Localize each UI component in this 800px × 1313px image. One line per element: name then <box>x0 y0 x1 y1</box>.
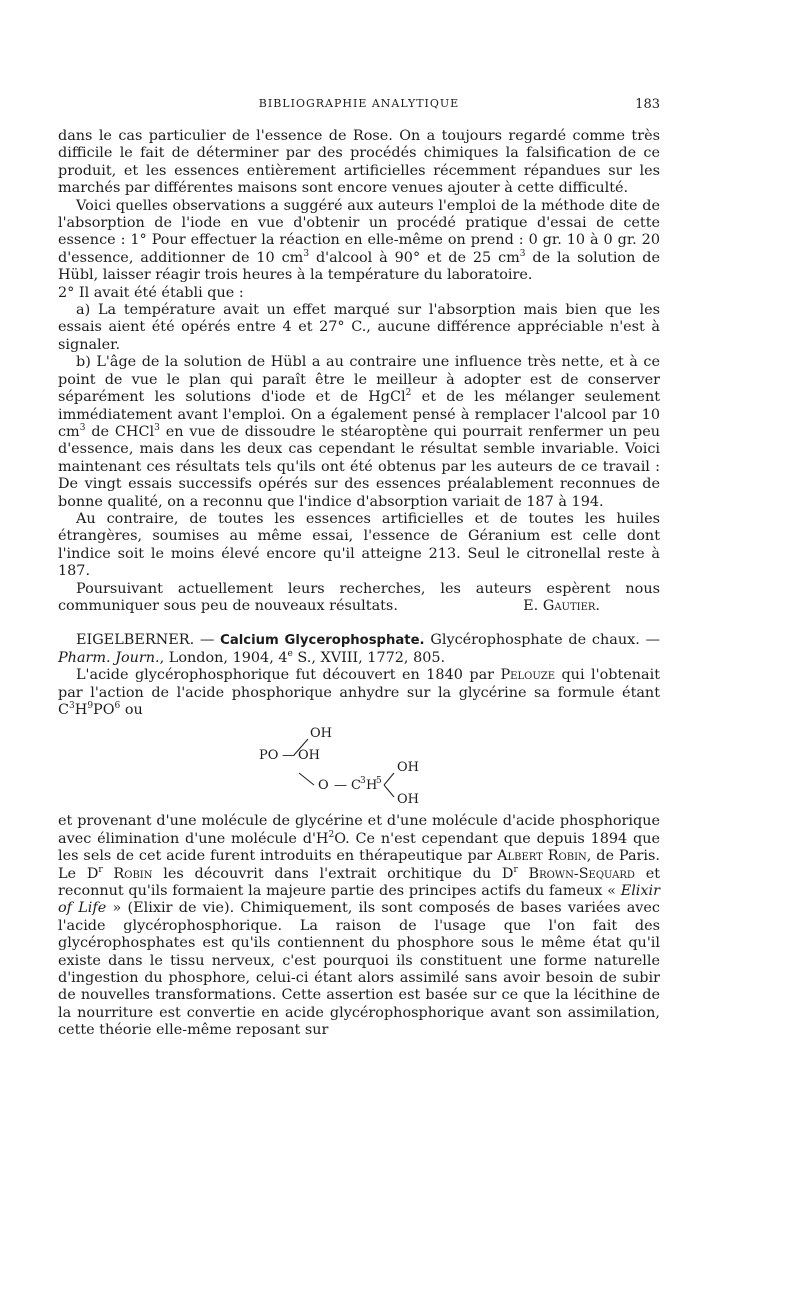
author-signature: E. Gautier. <box>523 597 600 614</box>
superscript: e <box>287 648 293 659</box>
bibliography-entry <box>58 632 660 667</box>
formula-oh-right-top: OH <box>397 760 419 776</box>
bond-line-right-down <box>384 785 394 797</box>
superscript: 3 <box>69 701 75 712</box>
text-segment: PO <box>93 702 115 718</box>
superscript: 2 <box>328 830 335 841</box>
text-segment: et reconnut qu'ils formaient la majeure partie des principes actifs du fameux « <box>58 865 660 900</box>
formula-h-sup: 5 <box>376 776 382 787</box>
text-segment: de CHCl <box>85 423 155 440</box>
text-segment: et provenant d'une molécule de glycérine et d'une molécule d'acide phosphorique avec élimination d'une molécule d'H <box>58 813 660 847</box>
superscript: 9 <box>87 701 94 712</box>
formula-c-sup: 3 <box>360 776 366 787</box>
person-name: Pelouze <box>500 667 555 684</box>
superscript: r <box>98 864 103 875</box>
formula-dash: — <box>282 748 295 764</box>
entry-subtitle: Glycérophosphate de chaux. — <box>424 632 660 649</box>
paragraph-discovery <box>58 667 660 719</box>
text-segment: d'alcool à 90° et de 25 cm <box>309 249 520 266</box>
text-segment: H <box>74 702 88 718</box>
text-segment: b) L'âge de la solution de Hübl a au contraire une influence très nette, et à ce point de vue le plan qui paraît être le meilleur à adopter est de conserver séparément les solutions d'iode et de HgCl <box>58 354 660 406</box>
formula-diagram <box>58 721 660 809</box>
superscript: r <box>513 864 518 875</box>
italic-title: Elixir of Life <box>58 883 660 917</box>
text-segment: Voici quelles observations a suggéré aux auteurs l'emploi de la méthode dite de l'absorption de l'iode en vue d'obtenir un procédé pratique d'essai de cette essence : 1° Pour effectuer la réaction en elle-même on prend : 0 gr. 10 à 0 gr. 20 d'essence, additionner de 10 cm <box>58 197 660 266</box>
person-name: Albert Robin <box>497 848 587 865</box>
text-segment: — <box>194 632 221 649</box>
text-segment: qui l'obtenait par l'action de l'acide phosphorique anhydre sur la glycérine sa formule étant C <box>58 667 660 718</box>
entry-citation-end: S., XVIII, 1772, 805. <box>292 649 446 666</box>
text-segment: en vue de dissoudre le stéaroptène qui pourrait renfermer un peu d'essence, mais dans les deux cas cependant le résultat semble invariable. Voici maintenant ces résultats tels qu'ils ont été obtenus par les auteurs de ce travail : De vingt essais successifs opérés sur des essences préalablement reconnues de bonne qualité, on a reconnu que l'indice d'absorption variait de 187 à 194. <box>58 423 660 510</box>
formula-h: H <box>366 778 378 794</box>
paragraph-rose-essence: dans le cas particulier de l'essence de Rose. On a toujours regardé comme très difficile le fait de déterminer par des procédés chimiques la falsification de ce produit, et les essences entièrement artificielles récemment répandues sur les marchés par différentes maisons sont encore venues ajouter à cette difficulté. <box>58 128 660 197</box>
entry-author: EIGELBERNER. <box>76 632 195 649</box>
formula-oh-right-bottom: OH <box>397 792 419 808</box>
running-head <box>58 97 660 115</box>
text-segment: L'acide glycérophosphorique fut découvert en 1840 par <box>76 667 501 684</box>
entry-title: Calcium Glycerophosphate. <box>220 633 425 649</box>
superscript: 2 <box>405 388 412 399</box>
chemical-formula <box>58 721 660 809</box>
paragraph-therapeutics <box>58 813 660 1039</box>
superscript: 3 <box>303 249 310 260</box>
person-name: Brown-Sequard <box>517 865 635 882</box>
paragraph-conclusion <box>58 581 660 616</box>
text-segment: de la solution de Hübl, laisser réagir trois heures à la température du laboratoire. <box>58 249 660 284</box>
superscript: 3 <box>79 423 86 434</box>
formula-dash: — <box>334 778 347 794</box>
superscript: 3 <box>519 249 526 260</box>
text-segment: et de les mélanger seulement immédiatement avant l'emploi. On a également pensé à remplacer l'alcool par 10 cm <box>58 389 660 440</box>
paragraph-artificial-essences: Au contraire, de toutes les essences artificielles et de toutes les huiles étrangères, soumises au même essai, l'essence de Géranium est celle dont l'indice soit le moins élevé encore qu'il atteigne 213. Seul le citronellal reste à 187. <box>58 510 660 580</box>
text-segment: » (Elixir de vie). Chimiquement, ils sont composés de bases variées avec l'acide glycérophosphorique. La raison de l'usage que l'on fait des glycérophosphates est qu'ils contiennent du phosphore sous le même état qu'il existe dans le tissu nerveux, c'est pourquoi ils constituent une forme naturelle d'ingestion du phosphore, celui-ci étant alors assimilé sans avoir besoin de subir de nouvelles transformations. Cette assertion est basée sur ce que la lécithine de la nourriture est convertie en acide glycérophosphorique avant son assimilation, cette théorie elle-même reposant sur <box>58 900 660 1039</box>
bond-line-right-up <box>384 773 394 785</box>
section-gap <box>58 615 660 632</box>
text-segment: O. Ce n'est cependant que depuis 1894 que les sels de cet acide furent introduits en thérapeutique par <box>58 830 661 865</box>
formula-oh-top: OH <box>310 726 332 742</box>
superscript: 6 <box>114 701 121 712</box>
formula-o: O <box>318 778 329 794</box>
text-segment: ou <box>120 702 143 718</box>
body-text <box>58 128 660 1040</box>
page-number: 183 <box>635 97 660 112</box>
paragraph-hubl-solution <box>58 354 660 511</box>
person-name: Robin <box>102 865 153 882</box>
bond-line-down <box>299 773 314 785</box>
formula-c: C <box>351 778 361 794</box>
text-segment: Poursuivant actuellement leurs recherches, les auteurs espèrent nous communiquer sous peu de nouveaux résultats. <box>58 580 660 614</box>
text-segment: les découvrit dans l'extrait orchitique du D <box>152 865 514 882</box>
formula-oh-mid: OH <box>298 748 320 764</box>
paragraph-temperature: a) La température avait un effet marqué sur l'absorption mais bien que les essais aient été opérés entre 4 et 27° C., aucune différence appréciable n'est à signaler. <box>58 302 660 353</box>
entry-citation: , London, 1904, 4 <box>159 649 288 666</box>
paragraph-iodine-method <box>58 198 660 285</box>
paragraph-established: 2° Il avait été établi que : <box>58 284 244 301</box>
entry-journal: Pharm. Journ. <box>58 649 160 666</box>
running-title: BIBLIOGRAPHIE ANALYTIQUE <box>258 97 460 110</box>
superscript: 3 <box>154 423 160 434</box>
text-segment: , de Paris. Le D <box>58 848 660 882</box>
formula-po: PO <box>259 748 279 764</box>
